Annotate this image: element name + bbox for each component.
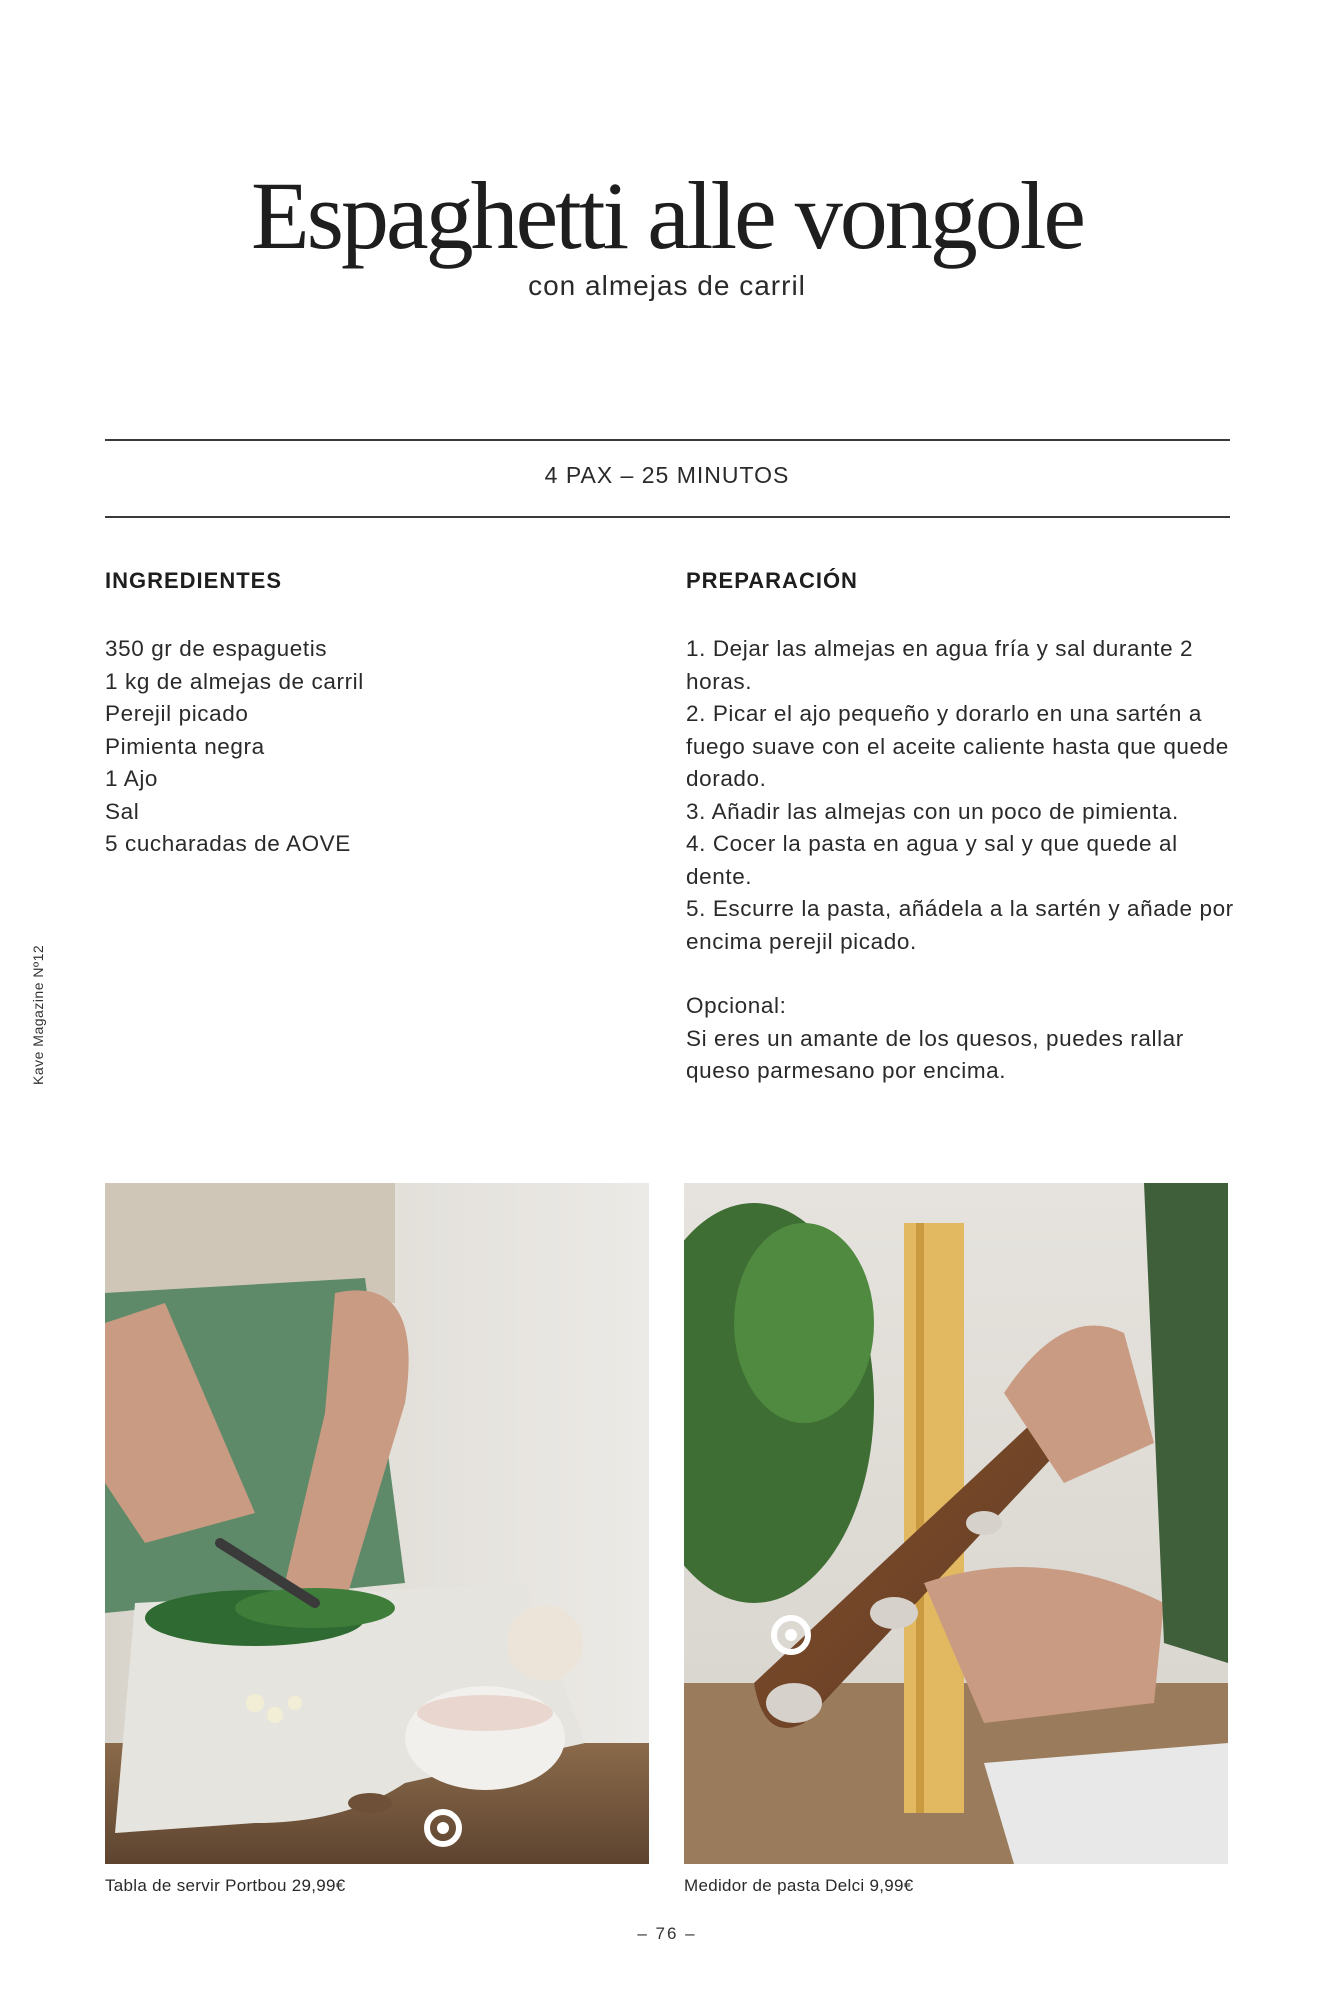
preparation-step: 3. Añadir las almejas con un poco de pimienta. bbox=[686, 798, 1179, 824]
servings-time: 4 PAX – 25 MINUTOS bbox=[544, 462, 790, 488]
preparation-step: 5. Escurre la pasta, añádela a la sartén y añade por encima perejil picado. bbox=[686, 896, 1234, 954]
optional-label: Opcional: bbox=[686, 993, 787, 1018]
optional-note bbox=[686, 990, 1246, 1088]
ingredient-item: 1 kg de almejas de carril bbox=[105, 668, 364, 694]
ingredient-item: Pimienta negra bbox=[105, 733, 265, 759]
optional-text: Si eres un amante de los quesos, puedes rallar queso parmesano por encima. bbox=[686, 1025, 1184, 1083]
photo-chopping-board-art bbox=[105, 1183, 649, 1864]
product-caption: Tabla de servir Portbou 29,99€ bbox=[105, 1876, 346, 1895]
top-divider bbox=[105, 439, 1230, 441]
ingredients-heading: INGREDIENTES bbox=[105, 568, 283, 593]
bottom-divider bbox=[105, 516, 1230, 518]
ingredient-item: Sal bbox=[105, 798, 140, 824]
magazine-issue-label: Kave Magazine Nº12 bbox=[30, 944, 46, 1085]
ingredient-item: Perejil picado bbox=[105, 701, 249, 726]
preparation-steps bbox=[686, 633, 1246, 958]
product-caption: Medidor de pasta Delci 9,99€ bbox=[684, 1876, 914, 1895]
page-number: – 76 – bbox=[637, 1924, 697, 1943]
ingredient-item: 350 gr de espaguetis bbox=[105, 636, 328, 661]
preparation-step: 4. Cocer la pasta en agua y sal y que quede al dente. bbox=[686, 831, 1178, 889]
photo-pasta-measurer-art bbox=[684, 1183, 1228, 1864]
preparation-heading: PREPARACIÓN bbox=[686, 568, 858, 593]
photo-pasta-measurer bbox=[684, 1183, 1228, 1864]
ingredient-item: 1 Ajo bbox=[105, 766, 159, 791]
ingredients-list bbox=[105, 633, 645, 861]
photo-chopping-board bbox=[105, 1183, 649, 1864]
preparation-step: 2. Picar el ajo pequeño y dorarlo en una sartén a fuego suave con el aceite caliente hasta que quede dorado. bbox=[686, 701, 1229, 791]
ingredient-item: 5 cucharadas de AOVE bbox=[105, 831, 351, 856]
recipe-title: Espaghetti alle vongole bbox=[250, 162, 1084, 269]
recipe-subtitle: con almejas de carril bbox=[528, 270, 806, 301]
preparation-step: 1. Dejar las almejas en agua fría y sal durante 2 horas. bbox=[686, 636, 1194, 694]
